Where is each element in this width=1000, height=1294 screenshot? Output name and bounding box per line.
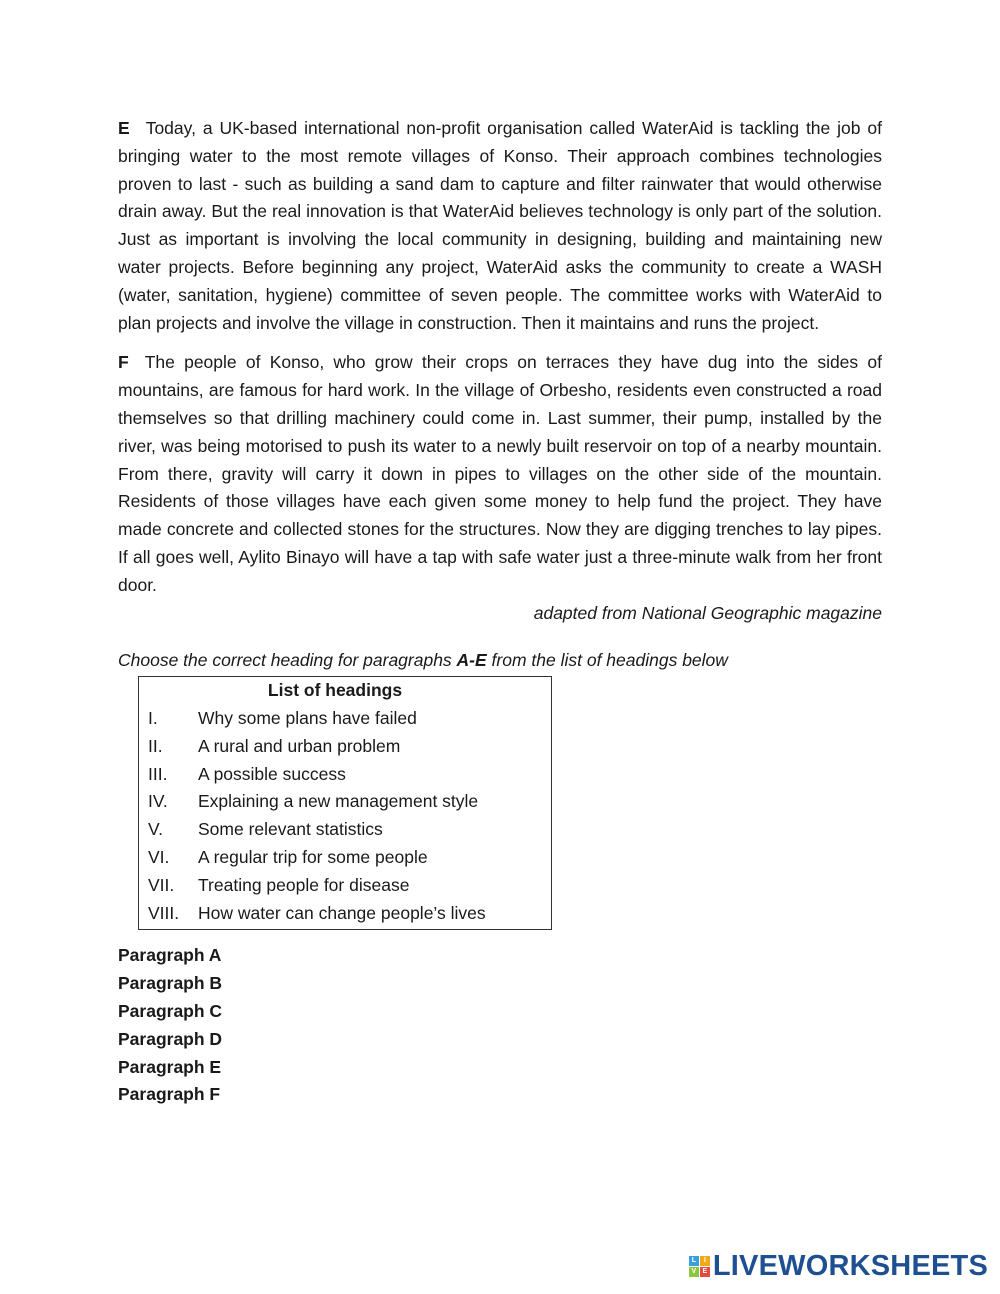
- heading-number: III.: [148, 763, 168, 784]
- source-citation: adapted from National Geographic magazine: [533, 602, 882, 623]
- answer-label: Paragraph C: [118, 1000, 223, 1021]
- worksheet-page: [118, 115, 882, 1109]
- headings-list: [139, 705, 551, 927]
- heading-item: [139, 705, 551, 733]
- heading-text: Some relevant statistics: [198, 819, 383, 840]
- heading-text: How water can change people’s lives: [198, 902, 486, 923]
- logo-text: LIVEWORKSHEETS: [712, 1250, 988, 1282]
- heading-text: A rural and urban problem: [198, 735, 401, 756]
- logo-block: I: [700, 1256, 710, 1266]
- instruction-text: Choose the correct heading for paragraphs A-E from the list of headings below: [118, 650, 728, 671]
- heading-number: VII.: [148, 874, 175, 895]
- heading-text: A possible success: [198, 763, 346, 784]
- liveworksheets-logo: [689, 1250, 988, 1282]
- answer-label: Paragraph D: [118, 1028, 223, 1049]
- paragraph-text: Today, a UK-based international non-profit organisation called WaterAid is tackling the job of bringing water to the most remote villages of Konso. Their approach combines technologies proven to last - such as building a sand dam to capture and filter rainwater that would otherwise drain away. But the real innovation is that WaterAid believes technology is only part of the solution. Just as important is involving the local community in designing, building and maintaining new water projects. Before beginning any project, WaterAid asks the community to create a WASH (water, sanitation, hygiene) committee of seven people. The committee works with WaterAid to plan projects and involve the village in construction. Then it maintains and runs the project.: [118, 118, 882, 333]
- paragraph-e: [118, 115, 882, 337]
- heading-item: [139, 900, 551, 928]
- heading-number: VI.: [148, 846, 170, 867]
- heading-number: V.: [148, 819, 163, 840]
- headings-list-box: [138, 676, 552, 930]
- heading-number: I.: [148, 707, 158, 728]
- heading-text: Why some plans have failed: [198, 707, 417, 728]
- logo-blocks-icon: [689, 1256, 710, 1277]
- paragraph-letter: E: [118, 118, 130, 138]
- logo-block: V: [689, 1267, 699, 1277]
- heading-item: [139, 761, 551, 789]
- paragraph-letter: F: [118, 352, 129, 373]
- logo-block: L: [689, 1256, 699, 1266]
- heading-item: [139, 816, 551, 844]
- heading-number: II.: [148, 735, 163, 756]
- heading-item: [139, 844, 551, 872]
- answer-label: Paragraph B: [118, 973, 223, 994]
- heading-text: A regular trip for some people: [198, 846, 428, 867]
- paragraph-f: [118, 349, 882, 599]
- heading-item: [139, 788, 551, 816]
- headings-list-title: List of headings: [267, 680, 403, 701]
- paragraph-text: The people of Konso, who grow their crops on terraces they have dug into the sides of mountains, are famous for hard work. In the village of Orbesho, residents even constructed a road themselves so that drilling machinery could come in. Last summer, their pump, installed by the river, was being motorised to push its water to a newly built reservoir on top of a nearby mountain. From there, gravity will carry it down in pipes to villages on the other side of the mountain. Residents of those villages have each given some money to help fund the project. They have made concrete and collected stones for the structures. Now they are digging trenches to lay pipes. If all goes well, Aylito Binayo will have a tap with safe water just a three-minute walk from her front door.: [118, 352, 882, 595]
- heading-item: [139, 733, 551, 761]
- answer-label: Paragraph A: [118, 945, 222, 966]
- heading-item: [139, 872, 551, 900]
- heading-text: Explaining a new management style: [198, 791, 479, 812]
- heading-number: IV.: [148, 791, 168, 812]
- heading-number: VIII.: [148, 902, 180, 923]
- answers-list: [118, 942, 882, 1109]
- logo-block: E: [700, 1267, 710, 1277]
- answer-label: Paragraph E: [118, 1056, 222, 1077]
- answer-label: Paragraph F: [118, 1084, 221, 1105]
- heading-text: Treating people for disease: [198, 874, 410, 895]
